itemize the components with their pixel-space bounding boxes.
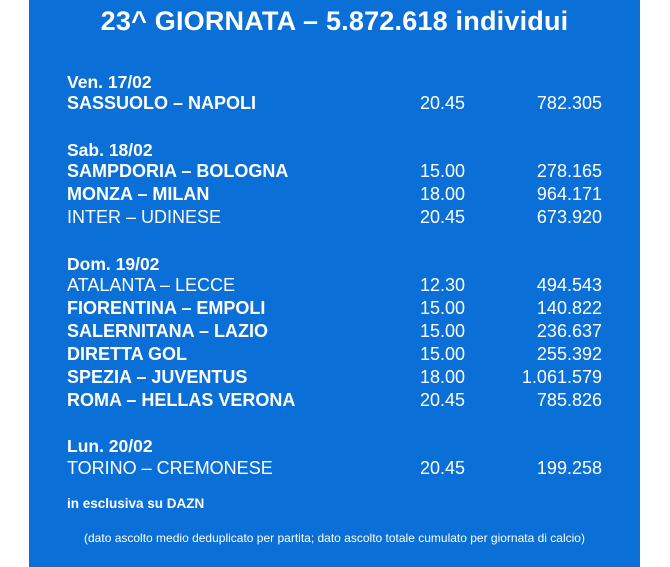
match-time: 20.45: [420, 207, 466, 227]
match-time: 12.30: [420, 275, 466, 295]
match-name: SAMPDORIA – BOLOGNA: [67, 161, 289, 181]
match-row: [67, 458, 602, 480]
match-time: 20.45: [420, 390, 466, 410]
match-row: [67, 184, 602, 206]
match-audience: 964.171: [536, 184, 602, 204]
match-row: [67, 367, 602, 389]
day-label: Lun. 20/02: [67, 436, 153, 456]
match-time: 15.00: [420, 161, 466, 181]
match-time: 20.45: [420, 458, 466, 478]
day-label: Ven. 17/02: [67, 72, 152, 92]
match-time: 20.45: [420, 93, 466, 113]
page-title: 23^ GIORNATA – 5.872.618 individui: [100, 6, 569, 36]
match-audience: 255.392: [536, 344, 602, 364]
match-time: 18.00: [420, 367, 466, 387]
match-name: FIORENTINA – EMPOLI: [67, 298, 266, 318]
match-name: ATALANTA – LECCE: [67, 275, 236, 295]
match-row: [67, 275, 602, 297]
match-audience: 140.822: [536, 298, 602, 318]
match-time: 15.00: [420, 321, 466, 341]
match-audience: 236.637: [536, 321, 602, 341]
match-row: [67, 298, 602, 320]
match-row: [67, 93, 602, 115]
match-time: 15.00: [420, 298, 466, 318]
match-row: [67, 390, 602, 412]
match-name: SPEZIA – JUVENTUS: [67, 367, 248, 387]
match-name: TORINO – CREMONESE: [67, 458, 273, 478]
match-time: 18.00: [420, 184, 466, 204]
match-name: SASSUOLO – NAPOLI: [67, 93, 257, 113]
footnote: (dato ascolto medio deduplicato per partita; dato ascolto totale cumulato per giornata di calcio): [84, 531, 585, 545]
match-row: [67, 161, 602, 183]
match-name: INTER – UDINESE: [67, 207, 222, 227]
match-audience: 785.826: [536, 390, 602, 410]
match-audience: 494.543: [536, 275, 602, 295]
day-label: Dom. 19/02: [67, 254, 160, 274]
match-audience: 782.305: [536, 93, 602, 113]
match-time: 15.00: [420, 344, 466, 364]
day-label: Sab. 18/02: [67, 140, 153, 160]
match-row: [67, 344, 602, 366]
match-name: SALERNITANA – LAZIO: [67, 321, 268, 341]
audience-panel: [29, 0, 640, 567]
match-audience: 199.258: [536, 458, 602, 478]
match-name: ROMA – HELLAS VERONA: [67, 390, 296, 410]
match-row: [67, 207, 602, 229]
match-audience: 1.061.579: [521, 367, 602, 387]
match-audience: 278.165: [536, 161, 602, 181]
exclusive-note: in esclusiva su DAZN: [67, 496, 205, 511]
match-audience: 673.920: [536, 207, 602, 227]
match-name: MONZA – MILAN: [67, 184, 210, 204]
match-name: DIRETTA GOL: [67, 344, 187, 364]
match-row: [67, 321, 602, 343]
